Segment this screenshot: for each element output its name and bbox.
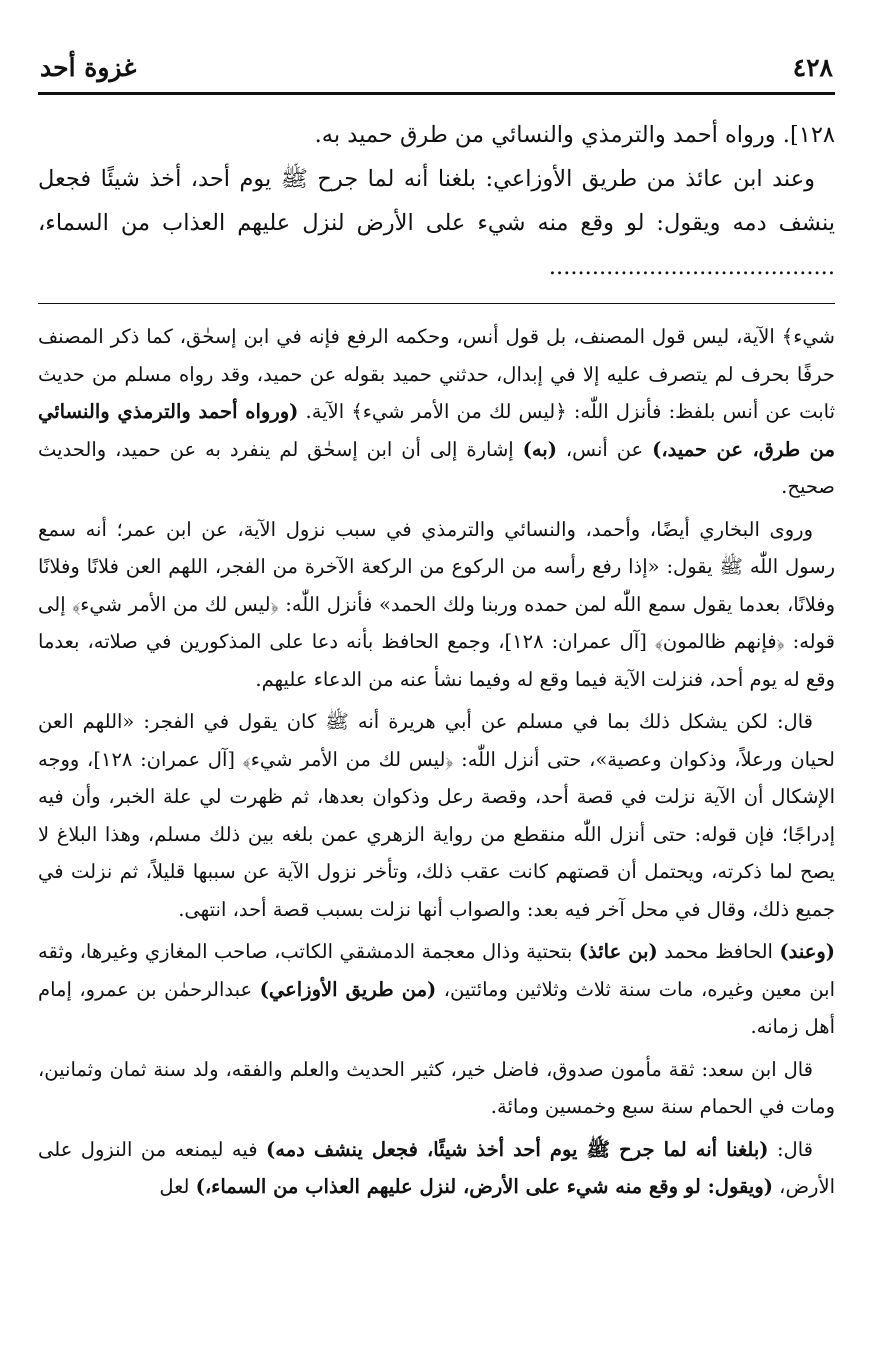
commentary-paragraph: قال ابن سعد: ثقة مأمون صدوق، فاضل خير، كثير الحديث والعلم والفقه، ولد سنة ثمان وثمانين، ومات في الحمام سنة سبع وخمسين ومائة.: [38, 1057, 835, 1118]
commentary-bold: (ويقول: لو وقع منه شيء على الأرض، لنزل عليهم العذاب من السماء،): [195, 1175, 773, 1198]
main-text: [38, 113, 835, 289]
commentary-paragraph: قال: لكن يشكل ذلك بما في مسلم عن أبي هريرة أنه ﷺ كان يقول في الفجر: «اللهم العن لحيان ورعلاً، وذكوان وعصية»، حتى أنزل اللّٰه: ﴿ليس لك من الأمر شيء﴾ [آل عمران: ١٢٨]، ووجه الإشكال أن الآية نزلت في قصة أحد، وقصة رعل وذكوان بعدها، ثم ظهرت لي علة الخبر، وأن فيه إدراجًا؛ فإن قوله: حتى أنزل اللّٰه منقطع من رواية الزهري عمن بلغه بين ذلك مسلم، وهذا البلاغ لا يصح لما ذكرته، ويحتمل أن قصتهم كانت عقب ذلك، وتأخر نزول الآية عن سببها قليلاً، ثم نزلت في جميع ذلك، وقال في محل آخر فيه بعد: والصواب أنها نزلت بسبب قصة أحد، انتهى.: [38, 710, 835, 921]
commentary-text: بتحتية وذال معجمة الدمشقي الكاتب، صاحب المغازي وغيرها، وثقه ابن معين وغيره، مات سنة ثلاث وثلاثين ومائتين،: [38, 940, 836, 1001]
commentary-bold: (وعند): [779, 940, 836, 963]
commentary-paragraph: [38, 318, 835, 506]
commentary-bold: (به): [522, 437, 557, 461]
commentary-text: لعل: [159, 1175, 190, 1198]
commentary-bold: (من طريق الأوزاعي): [259, 977, 437, 1001]
dotted-leader: ........................................: [548, 254, 835, 280]
commentary-text: عبدالرحمٰن بن عمرو، إمام أهل زمانه.: [38, 977, 835, 1038]
separator-rule: [38, 303, 835, 304]
commentary-text: الحافظ محمد: [664, 940, 773, 963]
commentary-text: شيء﴾ الآية، ليس قول المصنف، بل قول أنس، وحكمه الرفع فإنه في ابن إسحٰق، كما ذكر المصنف حرفًا بحرف لم يتصرف عليه إلا في إبدال، حدثني حميد بقوله عن حميد، وقد رواه مسلم من حديث ثابت عن أنس بلفظ: فأنزل اللّٰه: ﴿ليس لك من الأمر شيء﴾ الآية.: [38, 325, 836, 423]
page-number: ٤٢٨: [792, 53, 833, 82]
commentary-bold: (بلغنا أنه لما جرح ﷺ يوم أحد أخذ شيئًا، فجعل ينشف دمه): [266, 1137, 769, 1161]
chapter-title: غزوة أحد: [40, 53, 137, 82]
main-text-paragraph: ١٢٨]. ورواه أحمد والترمذي والنسائي من طرق حميد به.: [314, 122, 835, 148]
commentary-text: عن أنس،: [565, 437, 644, 461]
commentary-text: فيه ليمنعه من النزول على الأرض،: [38, 1137, 835, 1198]
commentary-text: قال:: [776, 1137, 813, 1161]
commentary-bold: (ورواه أحمد والترمذي والنسائي من طرق، عن حميد،): [38, 400, 835, 461]
header-rule: [38, 92, 835, 95]
commentary-paragraph: [38, 933, 835, 1046]
main-text-span: وعند ابن عائذ من طريق الأوزاعي: بلغنا أنه لما جرح ﷺ يوم أحد، أخذ شيئًا فجعل ينشف دمه ويقول: لو وقع منه شيء على الأرض لنزل عليهم العذاب من السماء،: [38, 166, 835, 236]
commentary-paragraph: [38, 1131, 835, 1206]
main-text-paragraph: [38, 157, 835, 289]
page-header: [38, 52, 835, 92]
commentary-paragraph: وروى البخاري أيضًا، وأحمد، والنسائي والترمذي في سبب نزول الآية، عن ابن عمر؛ أنه سمع رسول اللّٰه ﷺ يقول: «إذا رفع رأسه من الركوع من الركعة الآخرة من الفجر، اللهم العن فلانًا وفلانًا وفلانًا، بعدما يقول سمع اللّٰه لمن حمده وربنا ولك الحمد» فأنزل اللّٰه: ﴿ليس لك من الأمر شيء﴾ إلى قوله: ﴿فإنهم ظالمون﴾ [آل عمران: ١٢٨]، وجمع الحافظ بأنه دعا على المذكورين في صلاته، بعدما وقع له يوم أحد، فنزلت الآية فيما وقع له وفيما نشأ عنه من الدعاء عليهم.: [38, 517, 835, 691]
commentary-text: إشارة إلى أن ابن إسحٰق لم ينفرد به عن حميد، والحديث صحيح.: [38, 437, 835, 498]
commentary: [38, 318, 835, 1206]
commentary-bold: (بن عائذ): [578, 940, 658, 963]
